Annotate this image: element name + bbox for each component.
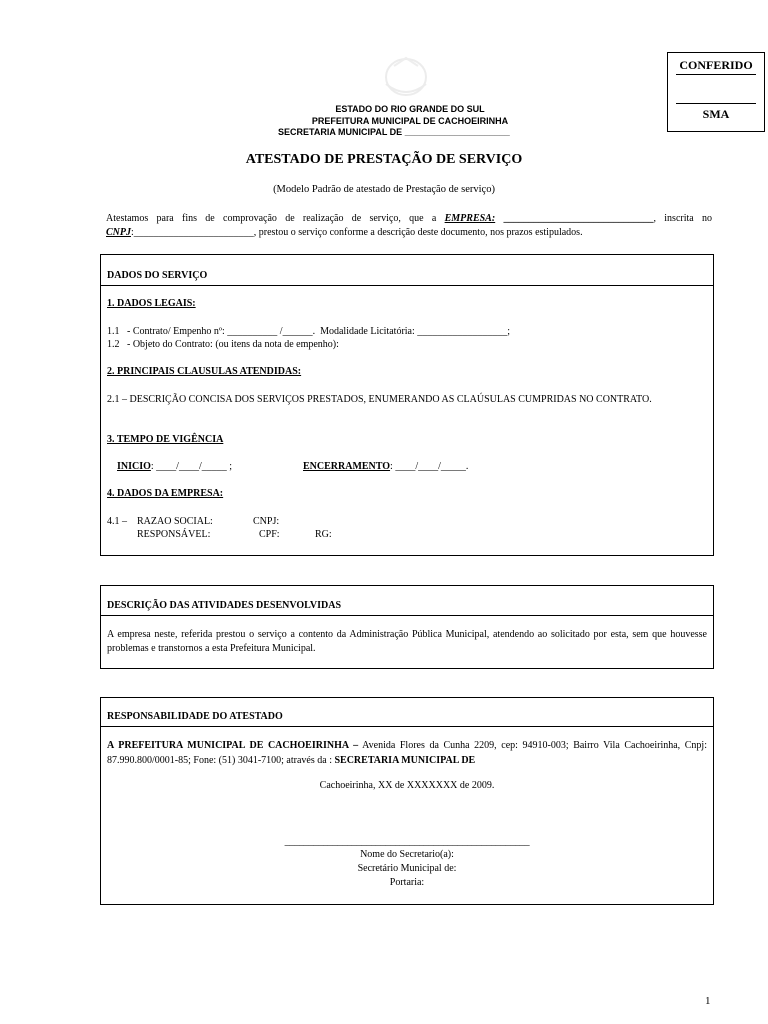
date-line: Cachoeirinha, XX de XXXXXXX de 2009. <box>319 780 495 791</box>
objeto-line: 1.2 - Objeto do Contrato: (ou itens da nota de empenho): <box>107 339 339 350</box>
signature-line: ___________________________________________________ <box>284 836 530 847</box>
intro-part2: , inscrita no <box>653 213 713 224</box>
header-prefeitura: PREFEITURA MUNICIPAL DE CACHOEIRINHA <box>311 116 509 126</box>
intro-part3: , prestou o serviço conforme a descrição deste documento, nos prazos estipulados. <box>253 227 583 238</box>
signature-portaria: Portaria: <box>389 877 425 888</box>
prefeitura-bold: A PREFEITURA MUNICIPAL DE CACHOEIRINHA – <box>107 740 359 751</box>
cpf-label: CPF: <box>259 529 280 540</box>
stamp-top-label: CONFERIDO <box>679 58 753 72</box>
intro-part1: Atestamos para fins de comprovação de realização de serviço, que a <box>106 213 445 224</box>
contrato-line: 1.1 - Contrato/ Empenho nº: __________ /______. Modalidade Licitatória: __________________; <box>107 326 511 337</box>
secretaria-bold: SECRETARIA MUNICIPAL DE <box>334 755 476 766</box>
inicio-label: INICIO <box>117 461 151 472</box>
responsabilidade-text <box>107 738 707 768</box>
header-state: ESTADO DO RIO GRANDE DO SUL <box>335 104 485 114</box>
page-number: 1 <box>705 995 711 1007</box>
responsavel-label: RESPONSÁVEL: <box>137 529 211 540</box>
rg-label: RG: <box>315 529 332 540</box>
document-title: ATESTADO DE PRESTAÇÃO DE SERVIÇO <box>245 152 523 167</box>
razao-social-label: RAZAO SOCIAL: <box>137 516 213 527</box>
intro-empresa-label: EMPRESA: <box>444 213 496 224</box>
encerramento-label: ENCERRAMENTO <box>303 461 391 472</box>
empresa-num: 4.1 – <box>107 516 127 527</box>
dados-legais-title: 1. DADOS LEGAIS: <box>107 298 196 309</box>
dados-servico-header: DADOS DO SERVIÇO <box>107 270 208 281</box>
stamp-mid-line <box>676 103 756 104</box>
document-subtitle: (Modelo Padrão de atestado de Prestação de serviço) <box>273 184 495 195</box>
signature-name: Nome do Secretario(a): <box>360 849 454 860</box>
cnpj-label: CNPJ: <box>253 516 280 527</box>
stamp-bottom-label: SMA <box>702 107 730 121</box>
encerramento-value: : ____/____/_____. <box>390 461 469 472</box>
inicio-field <box>117 461 232 472</box>
responsabilidade-section <box>100 697 714 905</box>
clausulas-title: 2. PRINCIPAIS CLAUSULAS ATENDIDAS: <box>107 366 302 377</box>
vigencia-title: 3. TEMPO DE VIGÊNCIA <box>107 434 224 445</box>
responsabilidade-header-bar <box>101 698 713 727</box>
inicio-value: : ____/____/_____ ; <box>150 461 233 472</box>
descricao-header-bar <box>101 586 713 616</box>
intro-paragraph <box>106 212 712 240</box>
encerramento-field <box>303 461 468 472</box>
descricao-section <box>100 585 714 669</box>
crest-watermark <box>376 54 436 100</box>
intro-cnpj-label: CNPJ <box>106 227 131 238</box>
header-secretaria-blank: _____________________ <box>404 127 510 137</box>
endereco-text: Avenida Flores da Cunha 2209, cep: 94910-003; Bairro Vila Cachoeirinha, Cnpj: 87.990.800/0001-85; Fone: (51) 3041-7100; através da : <box>107 740 707 766</box>
descricao-text: A empresa neste, referida prestou o serviço a contento da Administração Pública Municipal, atendendo ao solicitado por esta, sem que houvesse problemas e transtornos a esta Prefeitura Municipal. <box>107 629 707 654</box>
signature-secretario: Secretário Municipal de: <box>357 863 457 874</box>
header-secretaria-prefix: SECRETARIA MUNICIPAL DE <box>278 127 403 137</box>
stamp-top-underline <box>676 74 756 75</box>
dados-empresa-title: 4. DADOS DA EMPRESA: <box>107 488 224 499</box>
intro-empresa-blank: ______________________________ <box>495 213 654 224</box>
clausulas-text: 2.1 – DESCRIÇÃO CONCISA DOS SERVIÇOS PRESTADOS, ENUMERANDO AS CLAÚSULAS CUMPRIDAS NO CONTRATO. <box>107 394 652 405</box>
descricao-header: DESCRIÇÃO DAS ATIVIDADES DESENVOLVIDAS <box>107 600 342 611</box>
intro-cnpj-blank: :________________________ <box>131 227 254 238</box>
header-secretaria <box>278 127 510 137</box>
dados-servico-header-bar <box>101 255 713 286</box>
dados-servico-section <box>100 254 714 556</box>
conferido-stamp <box>667 52 765 132</box>
responsabilidade-header: RESPONSABILIDADE DO ATESTADO <box>107 711 283 722</box>
